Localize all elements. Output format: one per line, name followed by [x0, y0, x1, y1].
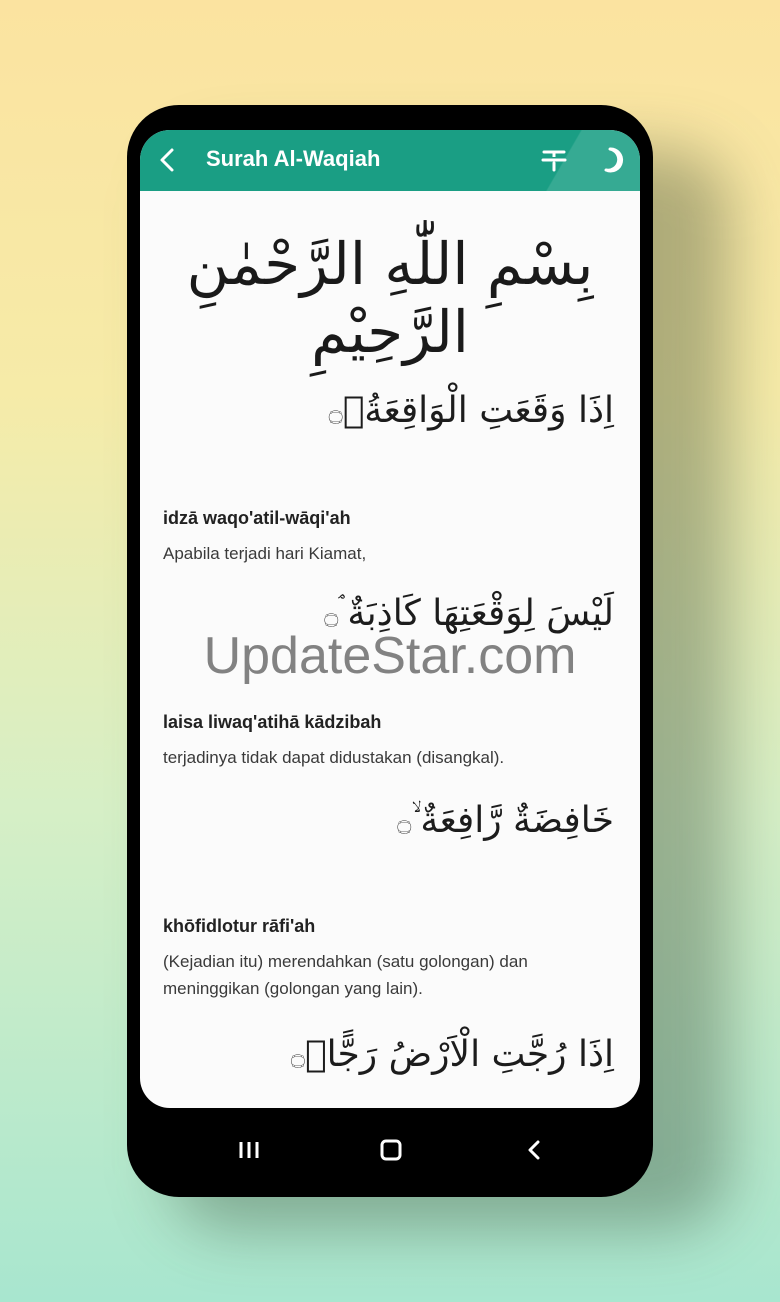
app-bar [140, 130, 640, 191]
verse-arabic [323, 390, 614, 431]
chevron-left-icon [152, 144, 184, 176]
theme-toggle-button[interactable] [598, 146, 626, 174]
moon-icon [598, 146, 626, 174]
watermark: UpdateStar.com [203, 627, 577, 685]
verse-translation: terjadinya tidak dapat didustakan (disangkal). [163, 748, 505, 767]
recent-apps-icon [234, 1135, 264, 1165]
font-size-icon [540, 146, 568, 174]
app-screen [140, 130, 640, 1108]
verse-arabic [318, 593, 614, 635]
home-icon [376, 1135, 406, 1165]
verse-arabic [391, 800, 614, 842]
verse-arabic-text: اِذَا رُجَّتِ الْاَرْضُ رَجًّاۙ [304, 1034, 614, 1075]
back-button[interactable] [152, 144, 184, 176]
back-nav-button[interactable] [519, 1135, 549, 1165]
verse-transliteration: idzā waqo'atil-wāqi'ah [163, 508, 351, 528]
page-title: Surah Al-Waqiah [206, 146, 381, 171]
verse-translation: Apabila terjadi hari Kiamat, [163, 544, 367, 563]
verse-arabic-text: خَافِضَةٌ رَّافِعَةٌ ۙ [411, 800, 614, 841]
verse-arabic-text: لَيْسَ لِوَقْعَتِهَا كَاذِبَةٌ ۘ [338, 593, 614, 634]
home-button[interactable] [376, 1135, 406, 1165]
bismillah-calligraphy: بِسْمِ اللّٰهِ الرَّحْمٰنِ الرَّحِيْمِ [186, 230, 594, 366]
verse-transliteration: khōfidlotur rāfi'ah [163, 916, 316, 936]
verse-translation: (Kejadian itu) merendahkan (satu golongan) dan meninggikan (golongan yang lain). [163, 952, 528, 998]
verse-transliteration: laisa liwaq'atihā kādzibah [163, 712, 382, 732]
verse-arabic-text: اِذَا وَقَعَتِ الْوَاقِعَةُۙ [342, 390, 614, 431]
font-size-button[interactable] [540, 146, 568, 174]
verse-arabic [285, 1034, 614, 1075]
back-nav-icon [519, 1135, 549, 1165]
ayah-end-icon: ۝ [328, 398, 343, 426]
ayah-end-icon: ۝ [397, 808, 412, 836]
ayah-end-icon: ۝ [290, 1042, 305, 1070]
recent-apps-button[interactable] [234, 1135, 264, 1165]
ayah-end-icon: ۝ [324, 601, 339, 629]
